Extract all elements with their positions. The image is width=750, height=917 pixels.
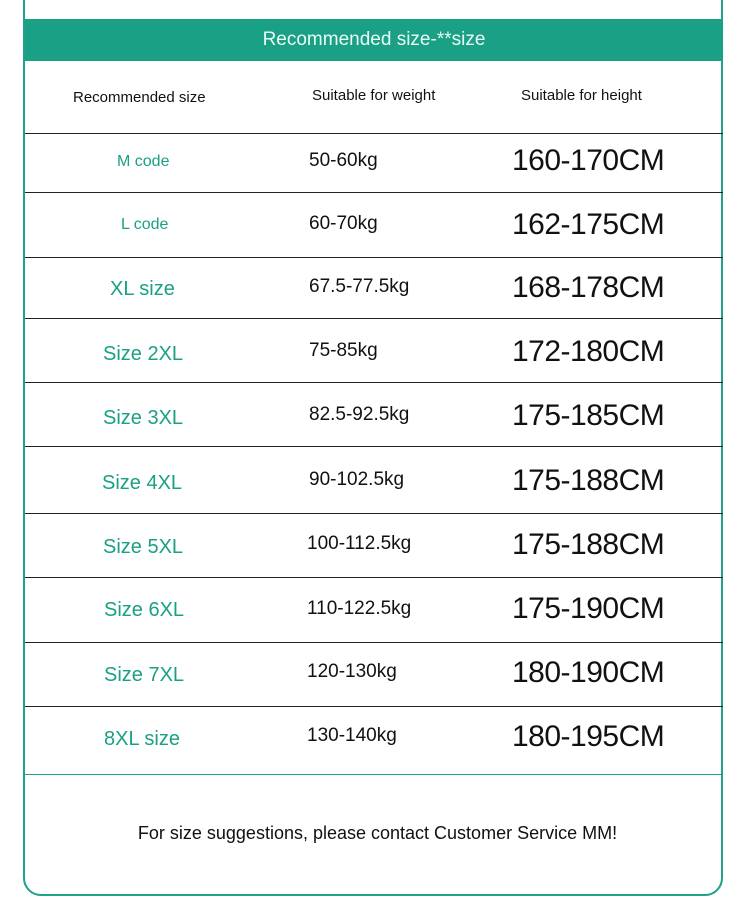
- height-cell: 162-175CM: [512, 208, 665, 241]
- weight-cell: 110-122.5kg: [307, 598, 412, 619]
- size-cell: XL size: [110, 278, 175, 300]
- size-table: [25, 134, 723, 775]
- header-recommended-size: Recommended size: [73, 89, 206, 106]
- weight-cell: 120-130kg: [307, 661, 397, 682]
- size-cell: Size 2XL: [103, 343, 184, 365]
- weight-cell: 60-70kg: [309, 213, 378, 234]
- table-row: [25, 193, 723, 258]
- table-row: [25, 447, 723, 514]
- size-cell: 8XL size: [104, 728, 180, 750]
- height-cell: 168-178CM: [512, 271, 665, 304]
- size-cell: Size 5XL: [103, 536, 184, 558]
- table-row: [25, 319, 723, 383]
- weight-cell: 90-102.5kg: [309, 469, 405, 490]
- height-cell: 160-170CM: [512, 144, 665, 177]
- height-cell: 175-185CM: [512, 399, 665, 432]
- table-row: [25, 578, 723, 643]
- table-row: [25, 707, 723, 775]
- contact-note: For size suggestions, please contact Customer Service MM!: [137, 823, 618, 843]
- weight-cell: 75-85kg: [309, 340, 378, 361]
- size-cell: Size 7XL: [104, 664, 185, 686]
- size-chart-title: Recommended size-**size: [25, 19, 723, 61]
- table-row: [25, 383, 723, 447]
- height-cell: 175-188CM: [512, 464, 665, 497]
- size-cell: Size 4XL: [102, 472, 183, 494]
- height-cell: 175-190CM: [512, 592, 665, 625]
- header-suitable-height: Suitable for height: [521, 87, 642, 104]
- weight-cell: 82.5-92.5kg: [309, 404, 410, 425]
- height-cell: 180-195CM: [512, 720, 665, 753]
- table-row: [25, 514, 723, 578]
- header-suitable-weight: Suitable for weight: [312, 87, 436, 104]
- height-cell: 175-188CM: [512, 528, 665, 561]
- height-cell: 180-190CM: [512, 656, 665, 689]
- weight-cell: 130-140kg: [307, 725, 397, 746]
- table-row: [25, 134, 723, 193]
- height-cell: 172-180CM: [512, 335, 665, 368]
- table-row: [25, 643, 723, 707]
- weight-cell: 100-112.5kg: [307, 533, 412, 554]
- table-row: [25, 258, 723, 319]
- size-cell: Size 6XL: [104, 599, 185, 621]
- table-header: [25, 61, 723, 134]
- size-cell: M code: [117, 153, 170, 170]
- size-cell: L code: [121, 216, 169, 233]
- size-cell: Size 3XL: [103, 407, 184, 429]
- weight-cell: 50-60kg: [309, 150, 378, 171]
- weight-cell: 67.5-77.5kg: [309, 276, 410, 297]
